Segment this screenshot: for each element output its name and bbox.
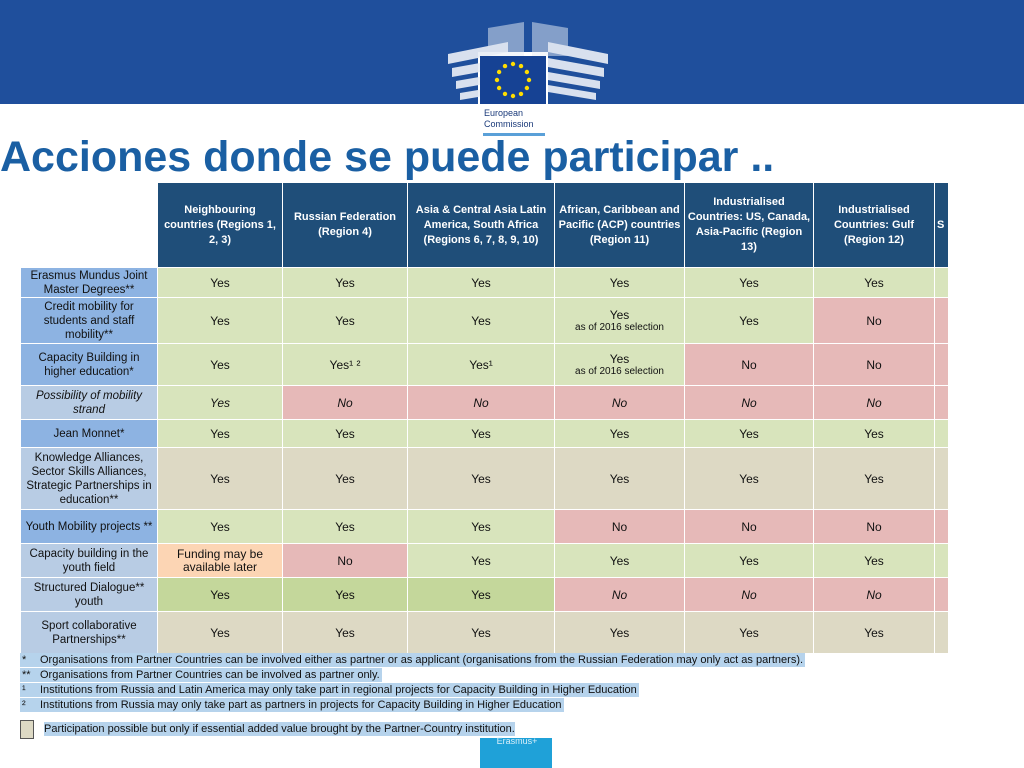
table-cell: Yes [158,386,283,420]
table-cell: Yes [158,612,283,654]
table-row [21,578,949,612]
table-cell: No [283,386,408,420]
table-row [21,420,949,448]
logo-line-2: Commission [484,119,534,129]
table-cell: No [685,344,814,386]
table-cell: Yes [158,420,283,448]
table-row [21,544,949,578]
table-cell: Yes [408,268,555,298]
table-cell: Yes [685,298,814,344]
table-cell: Funding may be available later [158,544,283,578]
eu-flag-icon [480,56,546,104]
table-cell: Yes [555,268,685,298]
table-cell: Yes [685,268,814,298]
footnote [20,698,564,712]
table-cell: Yes [555,448,685,510]
table-cell: Yes [283,612,408,654]
row-label: Credit mobility for students and staff mobility** [21,298,158,344]
table-cell: Yes [685,420,814,448]
table-cell: Yes [158,578,283,612]
table-row [21,510,949,544]
page-title: Acciones donde se puede participar .. [0,133,775,181]
cell-value: Yes [609,351,630,366]
table-cell: No [283,544,408,578]
table-row [21,268,949,298]
table-cell [935,420,949,448]
table-cell: Yes [408,448,555,510]
table-cell: No [814,578,935,612]
table-cell [935,578,949,612]
table-cell [555,298,685,344]
table-cell [935,510,949,544]
table-cell [935,612,949,654]
table-cell: Yes [283,420,408,448]
logo-line-1: European [484,108,524,118]
table-row [21,344,949,386]
footnote-mark: ² [22,699,26,711]
column-header: Russian Federation (Region 4) [283,183,408,268]
table-cell: Yes [283,298,408,344]
footnote-mark: * [22,654,27,666]
cell-note: as of 2016 selection [575,321,664,333]
table-cell: Yes [408,510,555,544]
row-label: Possibility of mobility strand [21,386,158,420]
table-cell: Yes [555,420,685,448]
footnote-text: Institutions from Russia and Latin America may only take part in regional projects for Capacity Building in Higher Education [40,684,637,696]
table-corner [21,183,158,268]
table-cell: Yes¹ ² [283,344,408,386]
row-label: Jean Monnet* [21,420,158,448]
row-label: Youth Mobility projects ** [21,510,158,544]
row-label: Sport collaborative Partnerships** [21,612,158,654]
table-cell: No [685,578,814,612]
table-row [21,386,949,420]
table-cell: Yes [555,544,685,578]
footnote-text: Organisations from Partner Countries can be involved as partner only. [40,669,380,681]
table-cell: Yes [814,268,935,298]
table-cell: No [814,298,935,344]
footnote [20,653,805,667]
footnote [20,683,639,697]
table-cell: Yes [814,448,935,510]
column-header: African, Caribbean and Pacific (ACP) countries (Region 11) [555,183,685,268]
column-header: Industrialised Countries: US, Canada, Asia-Pacific (Region 13) [685,183,814,268]
table-cell: Yes [283,510,408,544]
table-cell: Yes [283,448,408,510]
table-cell [935,268,949,298]
footnote-text: Institutions from Russia may only take part as partners in projects for Capacity Building in Higher Education [40,699,562,711]
table-cell: No [408,386,555,420]
legend-text: Participation possible but only if essential added value brought by the Partner-Country institution. [44,723,515,735]
footnote-mark: ** [22,669,31,681]
table-cell: Yes [158,510,283,544]
table-cell: No [555,510,685,544]
table-row [21,448,949,510]
table-cell: No [814,344,935,386]
row-label: Capacity building in the youth field [21,544,158,578]
table-cell: No [555,578,685,612]
erasmus-badge-label: Erasmus+ [496,736,538,746]
table-cell: Yes [408,612,555,654]
table-header-row [21,183,949,268]
table-cell [935,386,949,420]
footnote-text: Organisations from Partner Countries can be involved either as partner or as applicant (organisations from the Russian Federation may only act as partners). [40,654,804,666]
table-cell: Yes [158,448,283,510]
column-header: Neighbouring countries (Regions 1, 2, 3) [158,183,283,268]
table-row [21,612,949,654]
table-cell: Yes [814,420,935,448]
table-cell: Yes [408,298,555,344]
table-cell: Yes [408,544,555,578]
row-label: Structured Dialogue** youth [21,578,158,612]
table-cell: Yes [283,268,408,298]
table-cell: Yes [158,344,283,386]
table-cell: Yes [555,612,685,654]
table-row [21,298,949,344]
table-cell [935,298,949,344]
table-cell: No [685,386,814,420]
table-cell: Yes [814,544,935,578]
column-header: Asia & Central Asia Latin America, South Africa (Regions 6, 7, 8, 9, 10) [408,183,555,268]
column-header: Industrialised Countries: Gulf (Region 12) [814,183,935,268]
table-cell [935,344,949,386]
table-cell: Yes [685,612,814,654]
row-label: Erasmus Mundus Joint Master Degrees** [21,268,158,298]
table-cell [935,544,949,578]
table-cell: Yes [283,578,408,612]
table-cell: No [685,510,814,544]
footnote-mark: ¹ [22,684,26,696]
table-cell: Yes [685,544,814,578]
cell-note: as of 2016 selection [575,365,664,377]
cell-value: Yes [609,307,630,322]
row-label: Knowledge Alliances, Sector Skills Alliances, Strategic Partnerships in education** [21,448,158,510]
table-cell: No [814,386,935,420]
row-label: Capacity Building in higher education* [21,344,158,386]
table-cell: No [555,386,685,420]
table-cell: Yes [814,612,935,654]
commission-logo-text [484,108,534,130]
table-cell [555,344,685,386]
table-cell: No [814,510,935,544]
column-header: S [935,183,949,268]
eligibility-table [20,182,948,653]
table-cell: Yes [158,268,283,298]
table-cell: Yes¹ [408,344,555,386]
table-cell [935,448,949,510]
footnote [20,668,382,682]
table-cell: Yes [685,448,814,510]
table-cell: Yes [408,578,555,612]
table-cell: Yes [158,298,283,344]
legend-swatch [20,720,34,739]
table-cell: Yes [408,420,555,448]
